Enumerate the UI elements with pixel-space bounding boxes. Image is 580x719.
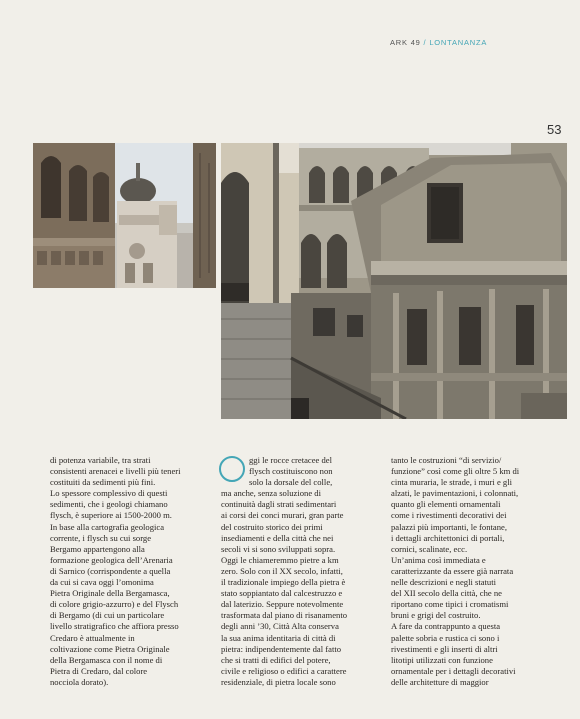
text-column-3 bbox=[391, 455, 561, 688]
section-label: LONTANANZA bbox=[429, 38, 488, 47]
drop-cap-o-icon bbox=[219, 456, 245, 482]
page-number: 53 bbox=[547, 122, 562, 137]
photo-city-wall-fragment bbox=[193, 143, 216, 288]
column-3-text: tanto le costruzioni “di servizio/ funzione” così come gli oltre 5 km di cinta muraria, le strade, i muri e gli alzati, le pavimentazioni, i colonnati, quanto gli elementi ornamentali come i rivestimenti decorativi dei palazzi più importanti, le fontane, i dettagli architettonici di portali, cornici, scalinate, ecc. Un’anima così immediata e caratterizzante da essere già narrata nelle descrizioni e negli statuti del XII secolo della città, che ne riportano come tipici i cromatismi bruni e grigi del costruito. A fare da contrappunto a questa palette sobria e rustica ci sono i rivestimenti e gli inserti di altri litotipi utilizzati con funzione ornamentale per i dettagli decorativi delle architetture di maggior bbox=[391, 455, 520, 687]
column-1-text: di potenza variabile, tra strati consistenti arenacei e livelli più teneri costituiti da sedimenti più fini. Lo spessore complessivo di questi sedimenti, che i geologi chiamano flysch, è superiore ai 1500-2000 m. In base alla cartografia geologica corrente, i flysch su cui sorge Bergamo appartengono alla formazione geologica dell’Arenaria di Sarnico (corrispondente a quella da cui si cava oggi l’omonima Pietra Originale della Bergamasca, di colore grigio-azzurro) e del Flysch di Bergamo (di cui un particolare livello stratigrafico che affiora presso Credaro è attualmente in coltivazione come Pietra Originale della Bergamasca con il nome di Pietra di Credaro, dal colore nocciola dorato). bbox=[50, 455, 181, 687]
photo-basilica-facade bbox=[33, 143, 193, 288]
issue-label: ARK 49 bbox=[390, 38, 421, 47]
text-column-1 bbox=[50, 455, 210, 688]
header-separator: / bbox=[420, 38, 430, 47]
photo-cappella-colleoni-courtyard bbox=[221, 143, 567, 419]
drop-cap-paragraph bbox=[221, 455, 381, 688]
column-2-text: ggi le rocce cretacee del flysch costituiscono non solo la dorsale del colle, ma anche, senza soluzione di continuità dagli strati sedimentari ai corsi dei conci murari, gran parte del costruito storico dei primi insediamenti e della città che nei secoli vi si sono sviluppati sopra. Oggi le chiameremmo pietre a km zero. Solo con il XX secolo, infatti, il tradizionale impiego della pietra è stato soppiantato dal calcestruzzo e dal laterizio. Seppure notevolmente trasformata dal piano di risanamento degli anni ’30, Città Alta conserva la sua anima identitaria di città di pietra: indipendentemente dal fatto che si tratti di edifici del potere, civile e religioso o edifici a carattere residenziale, di pietra locale sono bbox=[221, 455, 347, 687]
running-header bbox=[390, 38, 487, 47]
text-column-2 bbox=[221, 455, 381, 688]
